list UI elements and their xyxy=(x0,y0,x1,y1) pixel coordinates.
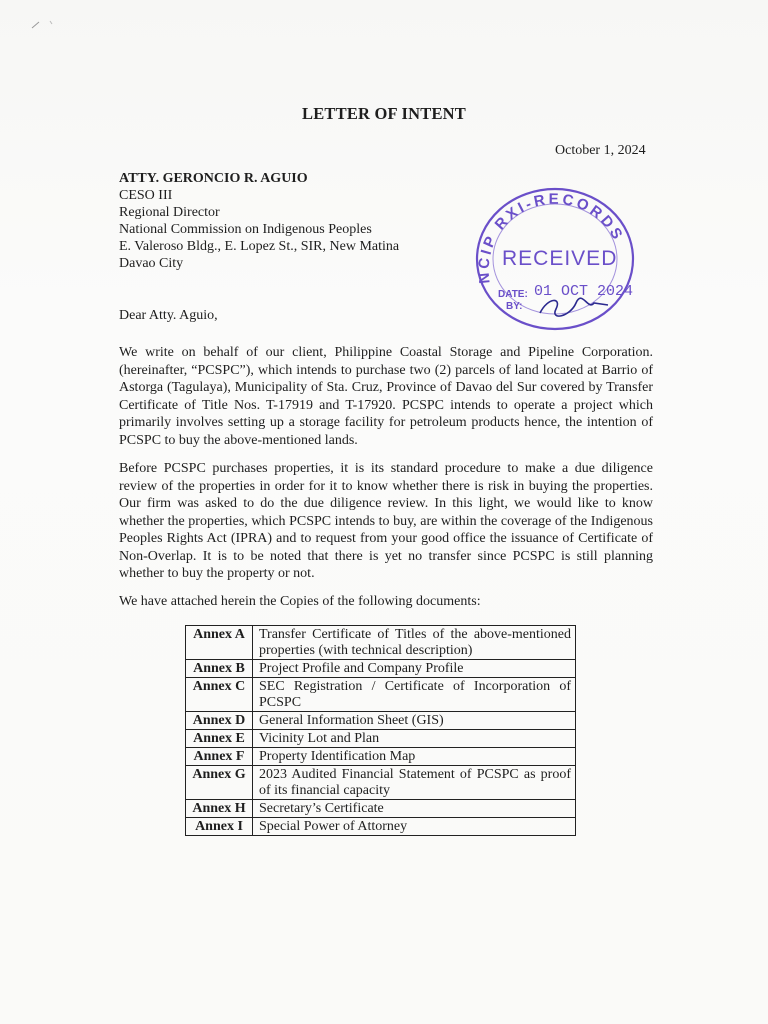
annex-description: Property Identification Map xyxy=(253,748,576,766)
annex-description: 2023 Audited Financial Statement of PCSPC as proof of its financial capacity xyxy=(253,766,576,800)
annex-table xyxy=(185,625,576,836)
salutation: Dear Atty. Aguio, xyxy=(119,308,218,323)
body-paragraph-2: Before PCSPC purchases properties, it is its standard procedure to make a due diligence review of the properties in order for it to know whether there is risk in buying the properties. Our firm was asked to do the due diligence review. In this light, we would like to know whether the properties, which PCSPC intends to buy, are within the coverage of the Indigenous Peoples Rights Act (IPRA) and to request from your good office the issuance of Certificate of Non-Overlap. It is to be noted that there is yet no transfer since PCSPC is still planning whether to buy the property or not. xyxy=(119,461,653,581)
stamp-by-label: BY: xyxy=(506,301,523,312)
table-row xyxy=(186,678,576,712)
addressee-line: Davao City xyxy=(119,256,184,271)
annex-label: Annex H xyxy=(186,800,253,818)
addressee-line: E. Valeroso Bldg., E. Lopez St., SIR, New Matina xyxy=(119,239,400,254)
annex-label: Annex E xyxy=(186,730,253,748)
annex-description: General Information Sheet (GIS) xyxy=(253,712,576,730)
stamp-date-label: DATE: xyxy=(498,289,528,300)
annex-description: Vicinity Lot and Plan xyxy=(253,730,576,748)
annex-label: Annex I xyxy=(186,818,253,836)
letter-date: October 1, 2024 xyxy=(555,143,646,158)
body-paragraph-1: We write on behalf of our client, Philippine Coastal Storage and Pipeline Corporation. (hereinafter, “PCSPC”), which intends to purchase two (2) parcels of land located at Barrio of Astorga (Tagulaya), Municipality of Sta. Cruz, Province of Davao del Sur covered by Transfer Certificate of Title Nos. T-17919 and T-17920. PCSPC intends to operate a project which primarily involves setting up a storage facility for petroleum products hence, the intention of PCSPC to buy the above-mentioned lands. xyxy=(119,345,653,448)
table-row xyxy=(186,730,576,748)
addressee-name: ATTY. GERONCIO R. AGUIO xyxy=(119,171,308,186)
annex-label: Annex B xyxy=(186,660,253,678)
addressee-line: Regional Director xyxy=(119,205,220,220)
table-row xyxy=(186,766,576,800)
annex-label: Annex C xyxy=(186,678,253,712)
stamp-received-label: RECEIVED xyxy=(502,247,618,270)
table-row xyxy=(186,626,576,660)
table-row xyxy=(186,660,576,678)
table-row xyxy=(186,712,576,730)
attachments-intro: We have attached herein the Copies of the following documents: xyxy=(119,594,481,609)
scan-smudge xyxy=(30,18,60,32)
addressee-line: National Commission on Indigenous Peoples xyxy=(119,222,372,237)
annex-label: Annex G xyxy=(186,766,253,800)
table-row xyxy=(186,818,576,836)
received-stamp xyxy=(470,185,640,333)
annex-label: Annex D xyxy=(186,712,253,730)
annex-description: Transfer Certificate of Titles of the above-mentioned properties (with technical description) xyxy=(253,626,576,660)
letter-title: LETTER OF INTENT xyxy=(302,104,466,123)
addressee-block xyxy=(119,170,399,272)
stamp-date-value: 01 OCT 2024 xyxy=(534,283,634,300)
annex-label: Annex F xyxy=(186,748,253,766)
table-row xyxy=(186,800,576,818)
annex-description: SEC Registration / Certificate of Incorporation of PCSPC xyxy=(253,678,576,712)
annex-label: Annex A xyxy=(186,626,253,660)
table-row xyxy=(186,748,576,766)
stamp-ring-text: NCIP RXI-RECORDS xyxy=(475,190,627,285)
addressee-line: CESO III xyxy=(119,188,173,203)
annex-description: Secretary’s Certificate xyxy=(253,800,576,818)
annex-description: Project Profile and Company Profile xyxy=(253,660,576,678)
annex-description: Special Power of Attorney xyxy=(253,818,576,836)
